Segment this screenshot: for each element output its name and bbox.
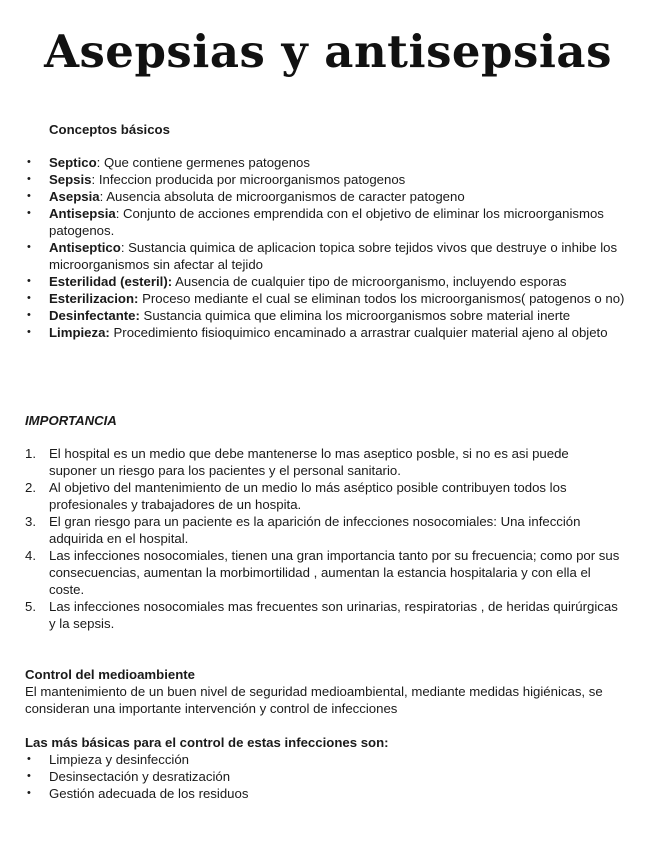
item-number: 3.	[25, 514, 36, 529]
basics-item: • Desinsectación y desratización	[25, 768, 625, 785]
item-number: 5.	[25, 599, 36, 614]
concept-item	[25, 324, 640, 341]
concept-term: Limpieza:	[49, 325, 110, 340]
concept-item: • Septico: Que contiene germenes patogenos	[25, 154, 640, 171]
basics-item: • Limpieza y desinfección	[25, 751, 625, 768]
section-heading-control: Control del medioambiente	[25, 667, 195, 682]
concept-term: Esterilizacion:	[49, 291, 139, 306]
concept-item: • Antiseptico: Sustancia quimica de aplicacion topica sobre tejidos vivos que destruye o inhibe los microorganismos sin afectar al tejido	[25, 239, 640, 273]
item-text: El hospital es un medio que debe mantenerse lo mas aseptico posble, si no es asi puede suponer un riesgo para los pacientes y el personal sanitario.	[49, 446, 569, 478]
importance-item	[25, 513, 620, 547]
concept-definition: Proceso mediante el cual se eliminan todos los microorganismos( patogenos o no)	[142, 291, 625, 306]
concept-definition: Conjunto de acciones emprendida con el objetivo de eliminar los microorganismos patogenos.	[49, 206, 604, 238]
basics-item: • Gestión adecuada de los residuos	[25, 785, 625, 802]
concept-item	[25, 290, 640, 307]
section-heading-importancia: IMPORTANCIA	[25, 413, 117, 428]
concept-item: • Sepsis: Infeccion producida por microorganismos patogenos	[25, 171, 640, 188]
basics-list	[25, 751, 625, 802]
item-text: Las infecciones nosocomiales mas frecuentes son urinarias, respiratorias , de heridas quirúrgicas y la sepsis.	[49, 599, 618, 631]
concept-definition: Ausencia absoluta de microorganismos de caracter patogeno	[106, 189, 465, 204]
concept-term: Antiseptico	[49, 240, 121, 255]
concept-definition: Procedimiento fisioquimico encaminado a arrastrar cualquier material ajeno al objeto	[113, 325, 608, 340]
importance-item	[25, 598, 620, 632]
concept-item: • Asepsia: Ausencia absoluta de microorganismos de caracter patogeno	[25, 188, 640, 205]
importance-list	[25, 445, 620, 632]
concept-definition: Que contiene germenes patogenos	[103, 155, 310, 170]
concept-term: Antisepsia	[49, 206, 116, 221]
concept-definition: Sustancia quimica de aplicacion topica sobre tejidos vivos que destruye o inhibe los microorganismos sin afectar al tejido	[49, 240, 618, 272]
item-text: El gran riesgo para un paciente es la aparición de infecciones nosocomiales: Una infección adquirida en el hospital.	[49, 514, 581, 546]
importance-item	[25, 547, 620, 598]
concept-term: Asepsia	[49, 189, 100, 204]
concept-term: Septico	[49, 155, 97, 170]
concept-definition: Infeccion producida por microorganismos patogenos	[98, 172, 406, 187]
importance-item	[25, 479, 620, 513]
concept-term: Desinfectante:	[49, 308, 140, 323]
item-number: 1.	[25, 446, 36, 461]
section-heading-basicas: Las más básicas para el control de estas infecciones son:	[25, 735, 389, 750]
concept-definition: Sustancia quimica que elimina los microorganismos sobre material inerte	[143, 308, 571, 323]
section-heading-conceptos: Conceptos básicos	[49, 122, 170, 137]
concept-term: Esterilidad (esteril):	[49, 274, 173, 289]
page-title: Asepsias y antisepsias	[44, 25, 612, 78]
concept-definition: Ausencia de cualquier tipo de microorganismo, incluyendo esporas	[175, 274, 567, 289]
item-text: Al objetivo del mantenimiento de un medio lo más aséptico posible contribuyen todos los profesionales y trabajadores de un hospita.	[49, 480, 567, 512]
item-text: Las infecciones nosocomiales, tienen una gran importancia tanto por su frecuencia; como por sus consecuencias, aumentan la morbimortilidad , aumentan la estancia hospitalaria y con ella el coste.	[49, 548, 620, 597]
item-number: 4.	[25, 548, 36, 563]
concepts-list	[25, 154, 640, 341]
concept-term: Sepsis	[49, 172, 92, 187]
concept-item	[25, 273, 640, 290]
item-number: 2.	[25, 480, 36, 495]
concept-item: • Antisepsia: Conjunto de acciones emprendida con el objetivo de eliminar los microorganismos patogenos.	[25, 205, 640, 239]
concept-item	[25, 307, 640, 324]
importance-item	[25, 445, 620, 479]
control-paragraph: El mantenimiento de un buen nivel de seguridad medioambiental, mediante medidas higiénicas, se consideran una importante intervención y control de infecciones	[25, 684, 603, 716]
